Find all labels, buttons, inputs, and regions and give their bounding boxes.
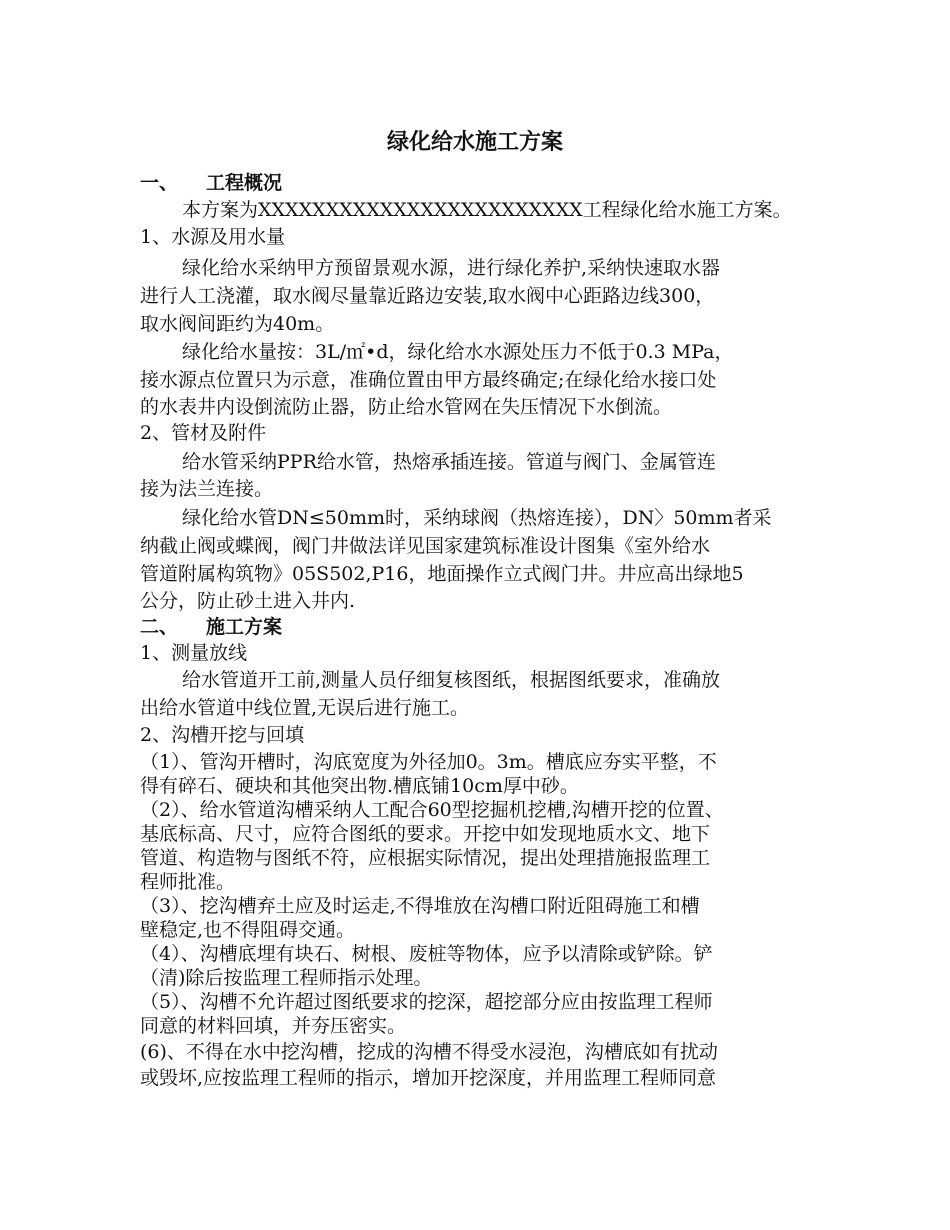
list-item-line: 基底标高、尺寸，应符合图纸的要求。开挖中如发现地质水文、地下: [140, 823, 711, 845]
section-heading-1: [140, 170, 282, 196]
list-item-line: 壁稳定,也不得阻碍交通。: [140, 919, 356, 941]
list-item-line: (6)、不得在水中挖沟槽，挖成的沟槽不得受水浸泡，沟槽底如有扰动: [140, 1041, 718, 1063]
section-number: 二、: [140, 616, 179, 638]
paragraph-line: 管道附属构筑物》05S502,P16，地面操作立式阀门井。井应高出绿地5: [140, 563, 744, 585]
list-item-line: 得有碎石、硬块和其他突出物.槽底铺10cm厚中砂。: [140, 775, 579, 797]
paragraph-line: 的水表井内设倒流防止器，防止给水管网在失压情况下水倒流。: [140, 396, 673, 418]
list-item-line: 或毁坏,应按监理工程师的指示，增加开挖深度，并用监理工程师同意: [140, 1067, 717, 1089]
subsection-heading: 1、测量放线: [140, 642, 248, 664]
subsection-heading: 2、沟槽开挖与回填: [140, 724, 305, 746]
subsection-heading: 2、管材及附件: [140, 422, 267, 444]
paragraph-line: 绿化给水管DN≤50mm时，采纳球阀（热熔连接），DN〉50mm者采: [182, 507, 772, 529]
list-item-line: 管道、构造物与图纸不符，应根据实际情况，提出处理措施报监理工: [140, 847, 711, 869]
section-title: 施工方案: [206, 616, 283, 638]
paragraph-line: 纳截止阀或蝶阀，阀门井做法详见国家建筑标准设计图集《室外给水: [140, 535, 711, 557]
list-item-line: （2）、给水管道沟槽采纳人工配合60型挖掘机挖槽,沟槽开挖的位置、: [140, 799, 724, 821]
list-item-line: 同意的材料回填，并夯压密实。: [140, 1015, 407, 1037]
list-item-line: （5）、沟槽不允许超过图纸要求的挖深，超挖部分应由按监理工程师: [140, 991, 713, 1013]
section-title: 工程概况: [206, 172, 283, 194]
section-number: 一、: [140, 172, 179, 194]
list-item-line: （1）、管沟开槽时，沟底宽度为外径加0。3m。槽底应夯实平整，不: [140, 751, 717, 773]
list-item-line: （4）、沟槽底埋有块石、树根、废桩等物体，应予以清除或铲除。铲: [140, 943, 713, 965]
list-item-line: （3）、挖沟槽弃土应及时运走,不得堆放在沟槽口附近阻碍施工和槽: [140, 895, 700, 917]
paragraph-line: 本方案为XXXXXXXXXXXXXXXXXXXXXXXX工程绿化给水施工方案。: [182, 199, 792, 221]
paragraph-line: 公分，防止砂土进入井内.: [140, 590, 356, 612]
paragraph-line: 接为法兰连接。: [140, 478, 274, 500]
list-item-line: （清)除后按监理工程师指示处理。: [140, 967, 433, 989]
paragraph-line: 给水管采纳PPR给水管，热熔承插连接。管道与阀门、金属管连: [182, 451, 716, 473]
paragraph-line: 给水管道开工前,测量人员仔细复核图纸，根据图纸要求，准确放: [182, 669, 721, 691]
paragraph-line: 绿化给水量按：3L/㎡•d，绿化给水水源处压力不低于0.3 MPa，: [182, 341, 734, 363]
paragraph-line: 进行人工浇灌，取水阀尽量靠近路边安装,取水阀中心距路边线300，: [140, 285, 715, 307]
paragraph-line: 取水阀间距约为40m。: [140, 313, 335, 335]
list-item-line: 程师批准。: [140, 871, 236, 893]
paragraph-line: 接水源点位置只为示意，准确位置由甲方最终确定;在绿化给水接口处: [140, 369, 717, 391]
paragraph-line: 绿化给水采纳甲方预留景观水源，进行绿化养护,采纳快速取水器: [182, 257, 721, 279]
subsection-heading: 1、水源及用水量: [140, 226, 286, 248]
section-heading-2: [140, 614, 282, 640]
document-title: 绿化给水施工方案: [386, 130, 563, 155]
paragraph-line: 出给水管道中线位置,无误后进行施工。: [140, 697, 470, 719]
